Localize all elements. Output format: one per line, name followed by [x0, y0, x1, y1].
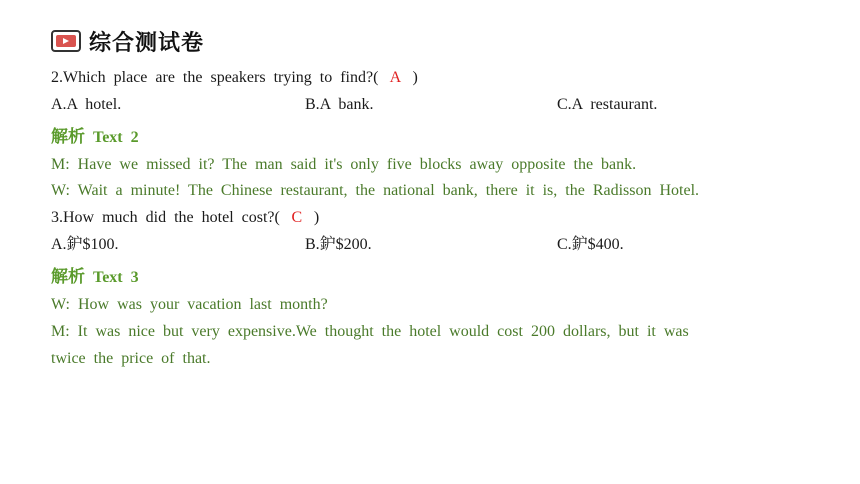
question-2-option-c: C.A restaurant.	[557, 96, 658, 113]
question-2-close: )	[412, 69, 418, 86]
video-play-icon	[51, 30, 81, 52]
question-3-text: 3.How much did the hotel cost?(	[51, 209, 280, 226]
explanation-3-line-3: twice the price of that.	[51, 350, 211, 367]
question-3-option-a: A.鈩$100.	[51, 236, 119, 253]
page-title: 综合测试卷	[89, 30, 205, 56]
question-3-option-c: C.鈩$400.	[557, 236, 624, 253]
question-3-option-b: B.鈩$200.	[305, 236, 372, 253]
question-2-answer: A	[389, 69, 402, 86]
question-2-option-a: A.A hotel.	[51, 96, 122, 113]
explanation-2-heading	[51, 127, 139, 148]
explanation-3-line-2: M: It was nice but very expensive.We thought the hotel would cost 200 dollars, but it was	[51, 323, 689, 340]
explanation-2-tag: Text 2	[93, 129, 139, 146]
explanation-2-line-2: W: Wait a minute! The Chinese restaurant, the national bank, there it is, the Radisson Hotel.	[51, 182, 700, 199]
question-3-options	[51, 235, 811, 255]
explanation-3-line-1: W: How was your vacation last month?	[51, 296, 328, 313]
question-3-answer: C	[291, 209, 303, 226]
explanation-2-label: 解析	[51, 127, 85, 147]
explanation-3-heading	[51, 267, 139, 288]
explanation-3-label: 解析	[51, 267, 85, 287]
question-3-close: )	[313, 209, 320, 226]
question-2-text: 2.Which place are the speakers trying to find?(	[51, 69, 379, 86]
section-header	[51, 24, 204, 58]
question-2-options	[51, 95, 811, 115]
explanation-3-tag: Text 3	[93, 269, 139, 286]
explanation-2-line-1: M: Have we missed it? The man said it's only five blocks away opposite the bank.	[51, 156, 637, 173]
question-2-option-b: B.A bank.	[305, 96, 374, 113]
question-2	[51, 68, 418, 88]
question-3	[51, 208, 319, 228]
